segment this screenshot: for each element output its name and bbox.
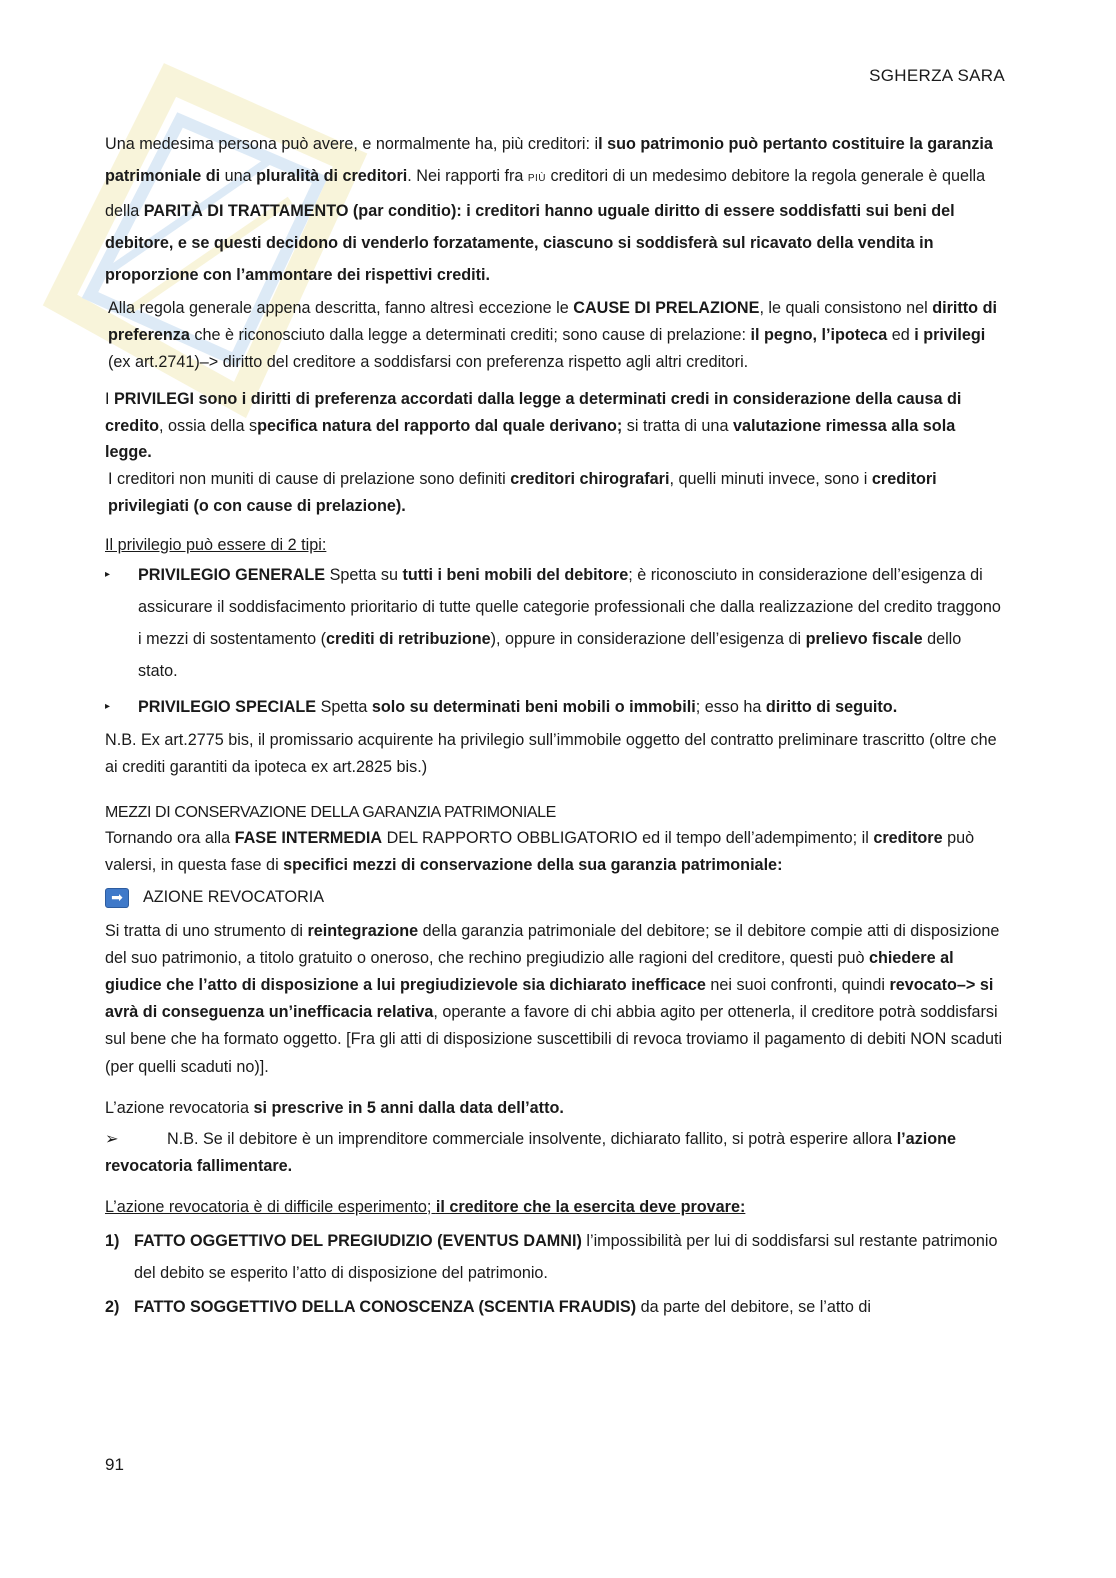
requisiti-list bbox=[105, 1225, 1005, 1323]
paragraph-reintegrazione: Si tratta di uno strumento di reintegrazione della garanzia patrimoniale del debitore; se il debitore compie atti di disposizione del suo patrimonio, a titolo gratuito o oneroso, che rechino pregiudizio alle ragioni del creditore, questi può chiedere al giudice che l’atto di disposizione a lui pregiudizievole sia dichiarato inefficace nei suoi confronti, quindi revocato–> si avrà di conseguenza un’inefficacia relativa, operante a favore di chi abbia agito per ottenerla, il creditore potrà soddisfarsi sul bene che ha formato oggetto. [Fra gli atti di disposizione suscettibili di revoca troviamo il pagamento di debiti NON scaduti (per quelli scaduti no)]. bbox=[105, 921, 1003, 1076]
list-item-eventus-damni: 1) FATTO OGGETTIVO DEL PREGIUDIZIO (EVENTUS DAMNI) l’impossibilità per lui di soddisfarsi sul restante patrimonio del debito se esperito l’atto di disposizione del patrimonio. bbox=[105, 1231, 998, 1282]
arrow-right-icon: ➡ bbox=[105, 888, 129, 908]
azione-revocatoria-title: AZIONE REVOCATORIA bbox=[143, 888, 325, 906]
paragraph-revocatoria-fallimentare: ➢ N.B. Se il debitore è un imprenditore commerciale insolvente, dichiarato fallito, si potrà esperire allora l’azione revocatoria fallimentare. bbox=[105, 1126, 1005, 1180]
paragraph-privilegi-definizione: I PRIVILEGI sono i diritti di preferenza accordati dalla legge a determinati credi in considerazione della causa di credito, ossia della specifica natura del rapporto dal quale derivano; si tratta di una valutazione rimessa alla sola legge. bbox=[105, 390, 962, 461]
triangle-bullet-icon: ▸ bbox=[105, 700, 111, 712]
types-intro: Il privilegio può essere di 2 tipi: bbox=[105, 535, 327, 554]
note-promissario-acquirente: N.B. Ex art.2775 bis, il promissario acquirente ha privilegio sull’immobile oggetto del contratto preliminare trascritto (oltre che ai crediti garantiti da ipoteca ex art.2825 bis.) bbox=[105, 730, 997, 776]
arrowhead-bullet-icon: ➢ bbox=[105, 1129, 119, 1148]
section-title: MEZZI DI CONSERVAZIONE DELLA GARANZIA PATRIMONIALE bbox=[105, 803, 556, 821]
document-content bbox=[105, 128, 1005, 1325]
paragraph-onere-prova: L’azione revocatoria è di difficile esperimento; il creditore che la esercita deve provare: bbox=[105, 1197, 746, 1216]
paragraph-par-conditio: Una medesima persona può avere, e normalmente ha, più creditori: il suo patrimonio può pertanto costituire la garanzia patrimoniale di una pluralità di creditori. Nei rapporti fra PIÙ creditori di un medesimo debitore la regola generale è quella della PARITÀ DI TRATTAMENTO (par conditio): i creditori hanno uguale diritto di essere soddisfatti sui beni del debitore, e se questi decidono di venderlo forzatamente, ciascuno si soddisferà sul ricavato della vendita in proporzione con l’ammontare dei rispettivi crediti. bbox=[105, 135, 993, 284]
azione-revocatoria-heading bbox=[105, 884, 1005, 912]
paragraph-prescrizione: L’azione revocatoria si prescrive in 5 anni dalla data dell’atto. bbox=[105, 1098, 564, 1117]
privilegi-list bbox=[105, 559, 1005, 723]
page-number: 91 bbox=[105, 1455, 124, 1474]
list-item-scientia-fraudis: 2) FATTO SOGGETTIVO DELLA CONOSCENZA (SCENTIA FRAUDIS) da parte del debitore, se l’atto di bbox=[105, 1297, 871, 1316]
paragraph-cause-prelazione: Alla regola generale appena descritta, fanno altresì eccezione le CAUSE DI PRELAZIONE, le quali consistono nel diritto di preferenza che è riconosciuto dalla legge a determinati crediti; sono cause di prelazione: il pegno, l’ipoteca ed i privilegi (ex art.2741)–> diritto del creditore a soddisfarsi con preferenza rispetto agli altri creditori. bbox=[108, 299, 997, 371]
list-item-privilegio-speciale: ▸ PRIVILEGIO SPECIALE Spetta solo su determinati beni mobili o immobili; esso ha diritto di seguito. bbox=[105, 691, 1005, 723]
paragraph-creditori-chirografari: I creditori non muniti di cause di prelazione sono definiti creditori chirografari, quelli minuti invece, sono i creditori privilegiati (o con cause di prelazione). bbox=[108, 469, 937, 515]
triangle-bullet-icon: ▸ bbox=[105, 568, 111, 580]
list-item-privilegio-generale: ▸ PRIVILEGIO GENERALE Spetta su tutti i beni mobili del debitore; è riconosciuto in considerazione dell’esigenza di assicurare il soddisfacimento prioritario di tutte quelle categorie professionali che dalla realizzazione del credito traggono i mezzi di sostentamento (crediti di retribuzione), oppure in considerazione dell’esigenza di prelievo fiscale dello stato. bbox=[105, 559, 1005, 687]
paragraph-fase-intermedia: Tornando ora alla FASE INTERMEDIA DEL RAPPORTO OBBLIGATORIO ed il tempo dell’adempimento; il creditore può valersi, in questa fase di specifici mezzi di conservazione della sua garanzia patrimoniale: bbox=[105, 828, 975, 874]
author-name: SGHERZA SARA bbox=[869, 66, 1005, 85]
